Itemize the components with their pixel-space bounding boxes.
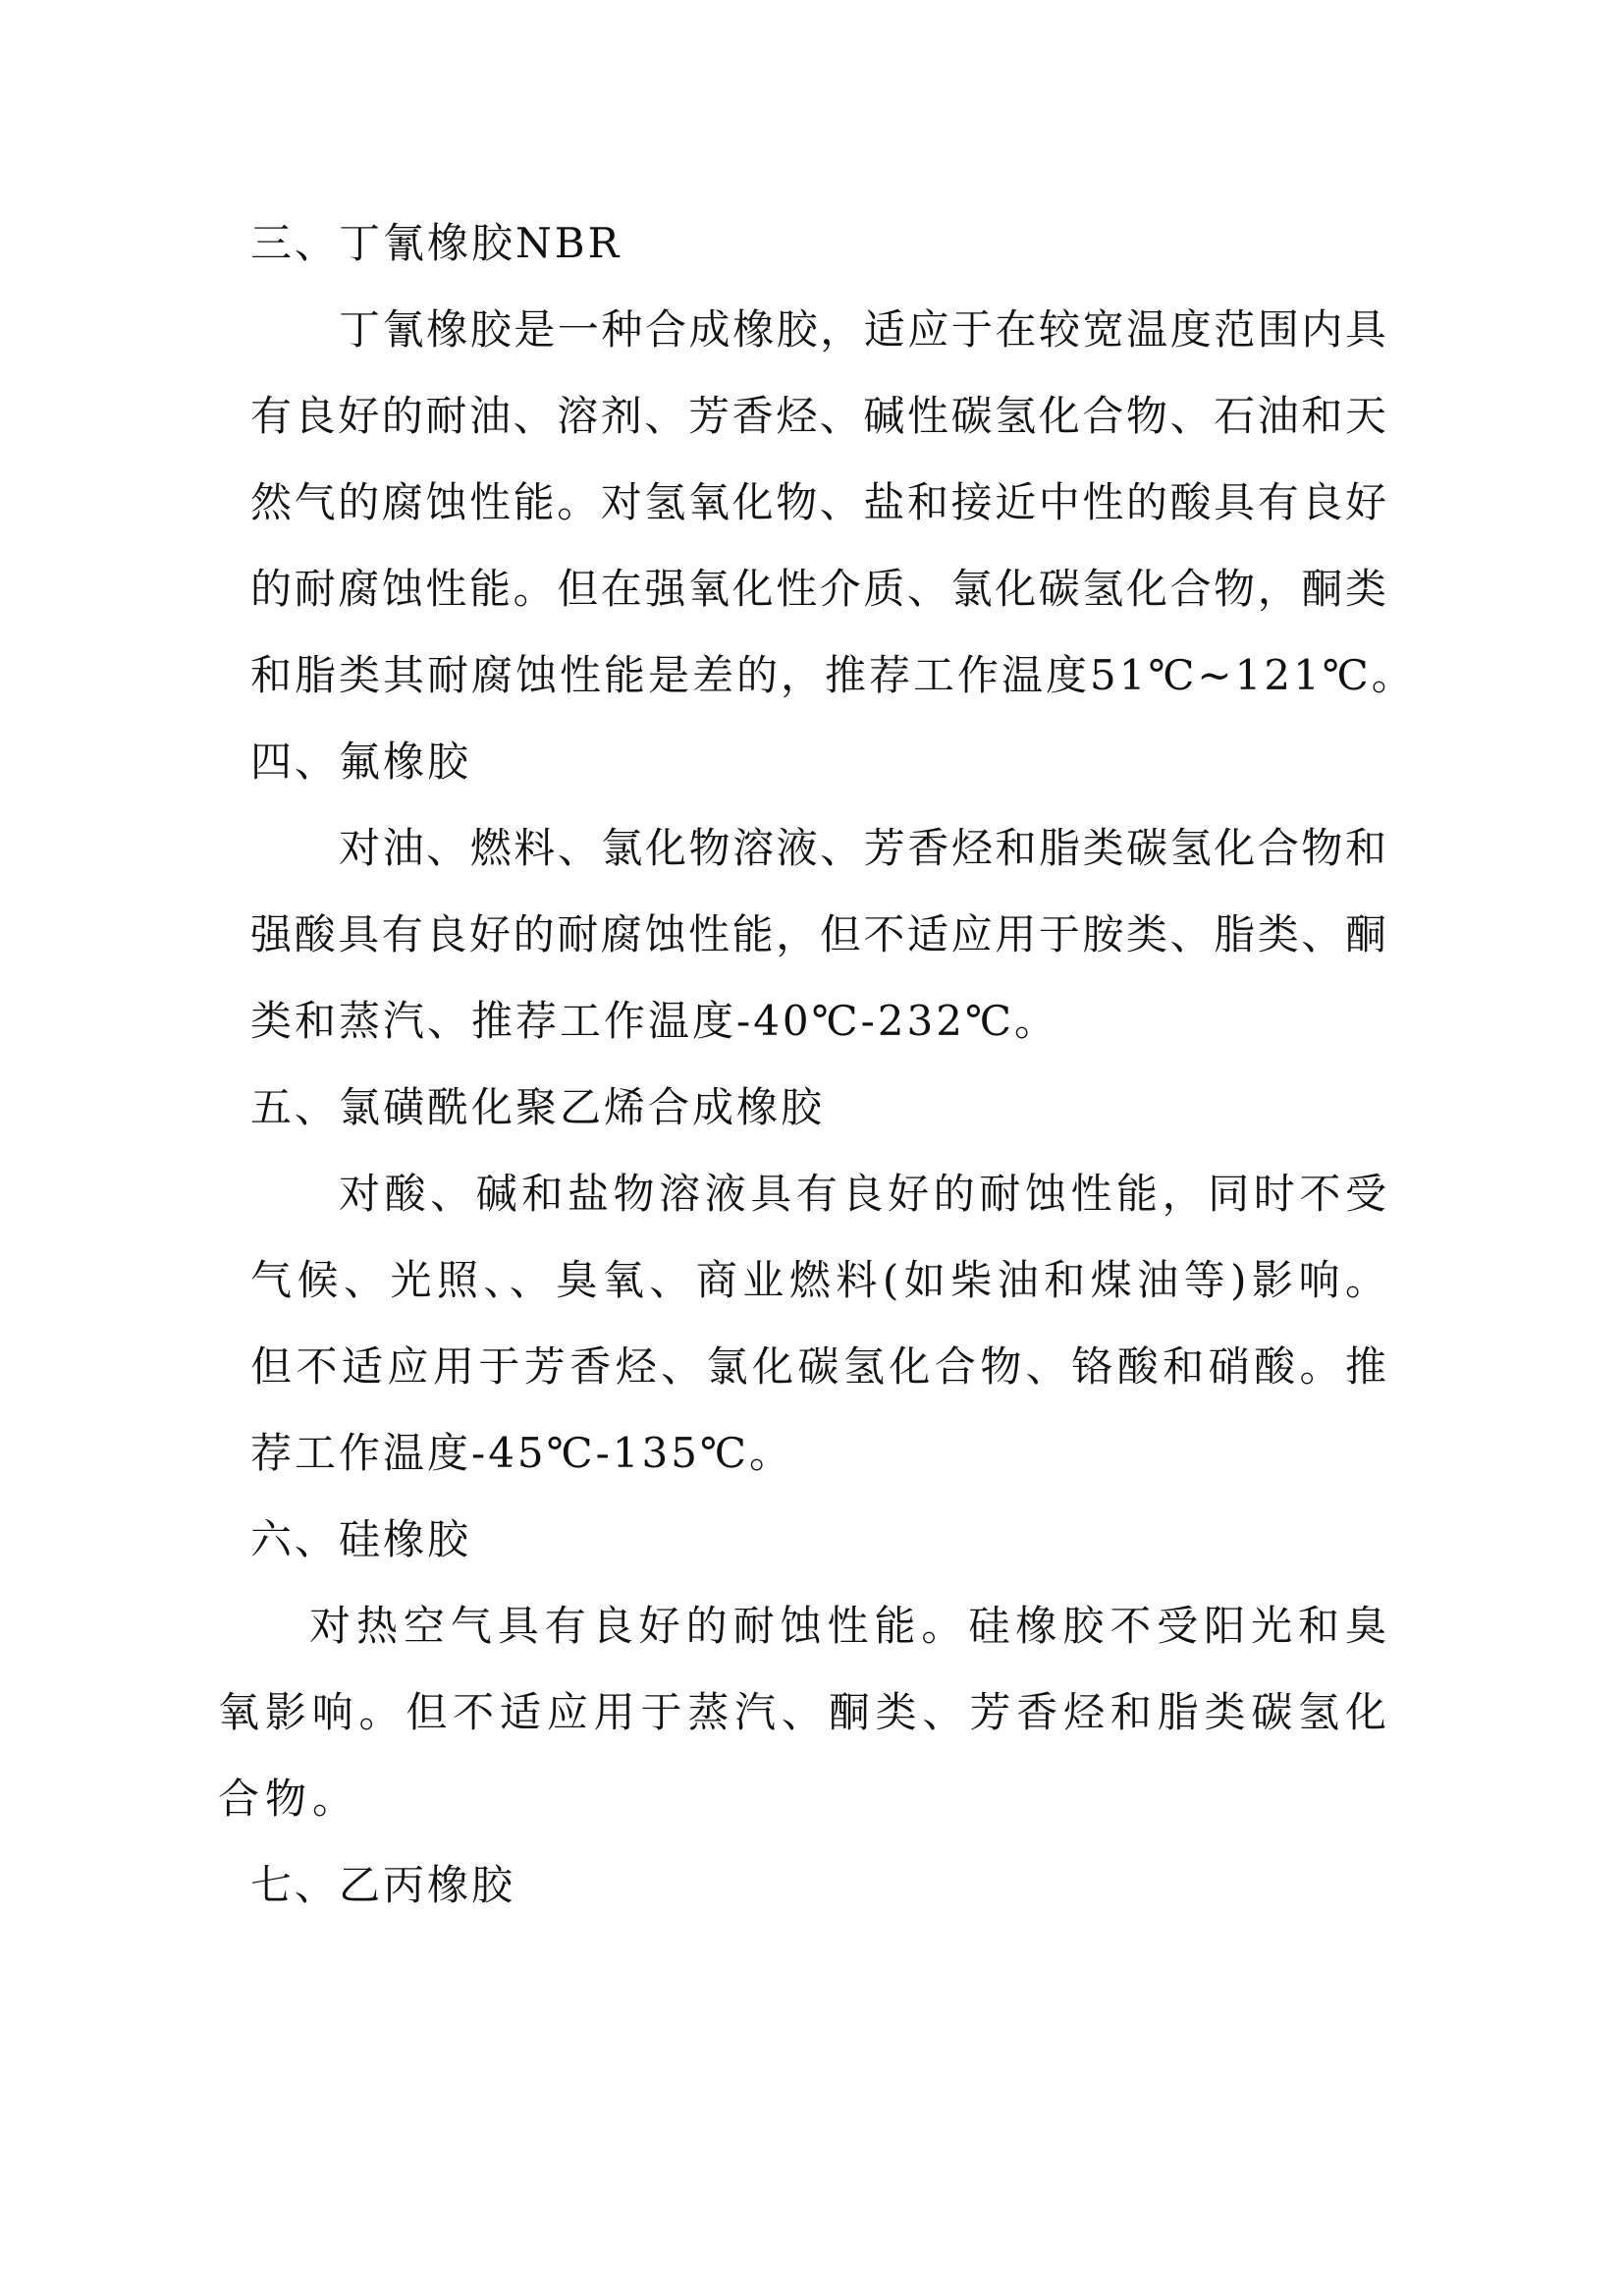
section-heading-silicone: 六、硅橡胶 xyxy=(250,1515,472,1563)
paragraph-line: 丁氰橡胶是一种合成橡胶，适应于在较宽温度范围内具 xyxy=(339,305,1386,354)
paragraph-line: 有良好的耐油、溶剂、芳香烃、碱性碳氢化合物、石油和天 xyxy=(250,392,1386,440)
section-heading-nbr: 三、丁氰橡胶NBR xyxy=(250,219,622,267)
paragraph-line: 合物。 xyxy=(218,1775,360,1823)
section-heading-epdm: 七、乙丙橡胶 xyxy=(250,1861,516,1909)
section-heading-fluororubber: 四、氟橡胶 xyxy=(250,738,472,786)
paragraph-line: 和脂类其耐腐蚀性能是差的，推荐工作温度51℃~121℃。 xyxy=(250,651,1416,699)
paragraph-line: 气候、光照、、臭氧、商业燃料(如柴油和煤油等)影响。 xyxy=(250,1256,1386,1304)
section-heading-csm: 五、氯磺酰化聚乙烯合成橡胶 xyxy=(250,1083,826,1131)
paragraph-line: 但不适应用于芳香烃、氯化碳氢化合物、铬酸和硝酸。推 xyxy=(250,1342,1386,1391)
paragraph-line: 的耐腐蚀性能。但在强氧化性介质、氯化碳氢化合物，酮类 xyxy=(250,565,1386,613)
paragraph-line: 类和蒸汽、推荐工作温度-40℃-232℃。 xyxy=(250,997,1058,1045)
paragraph-line: 对酸、碱和盐物溶液具有良好的耐蚀性能，同时不受 xyxy=(339,1170,1386,1218)
paragraph-line: 荐工作温度-45℃-135℃。 xyxy=(250,1429,793,1477)
paragraph-line: 然气的腐蚀性能。对氢氧化物、盐和接近中性的酸具有良好 xyxy=(250,478,1386,526)
paragraph-line: 强酸具有良好的耐腐蚀性能，但不适应用于胺类、脂类、酮 xyxy=(250,910,1386,958)
paragraph-line: 对油、燃料、氯化物溶液、芳香烃和脂类碳氢化合物和 xyxy=(339,824,1386,872)
paragraph-line: 氧影响。但不适应用于蒸汽、酮类、芳香烃和脂类碳氢化 xyxy=(218,1688,1386,1736)
paragraph-line: 对热空气具有良好的耐蚀性能。硅橡胶不受阳光和臭 xyxy=(309,1602,1386,1650)
